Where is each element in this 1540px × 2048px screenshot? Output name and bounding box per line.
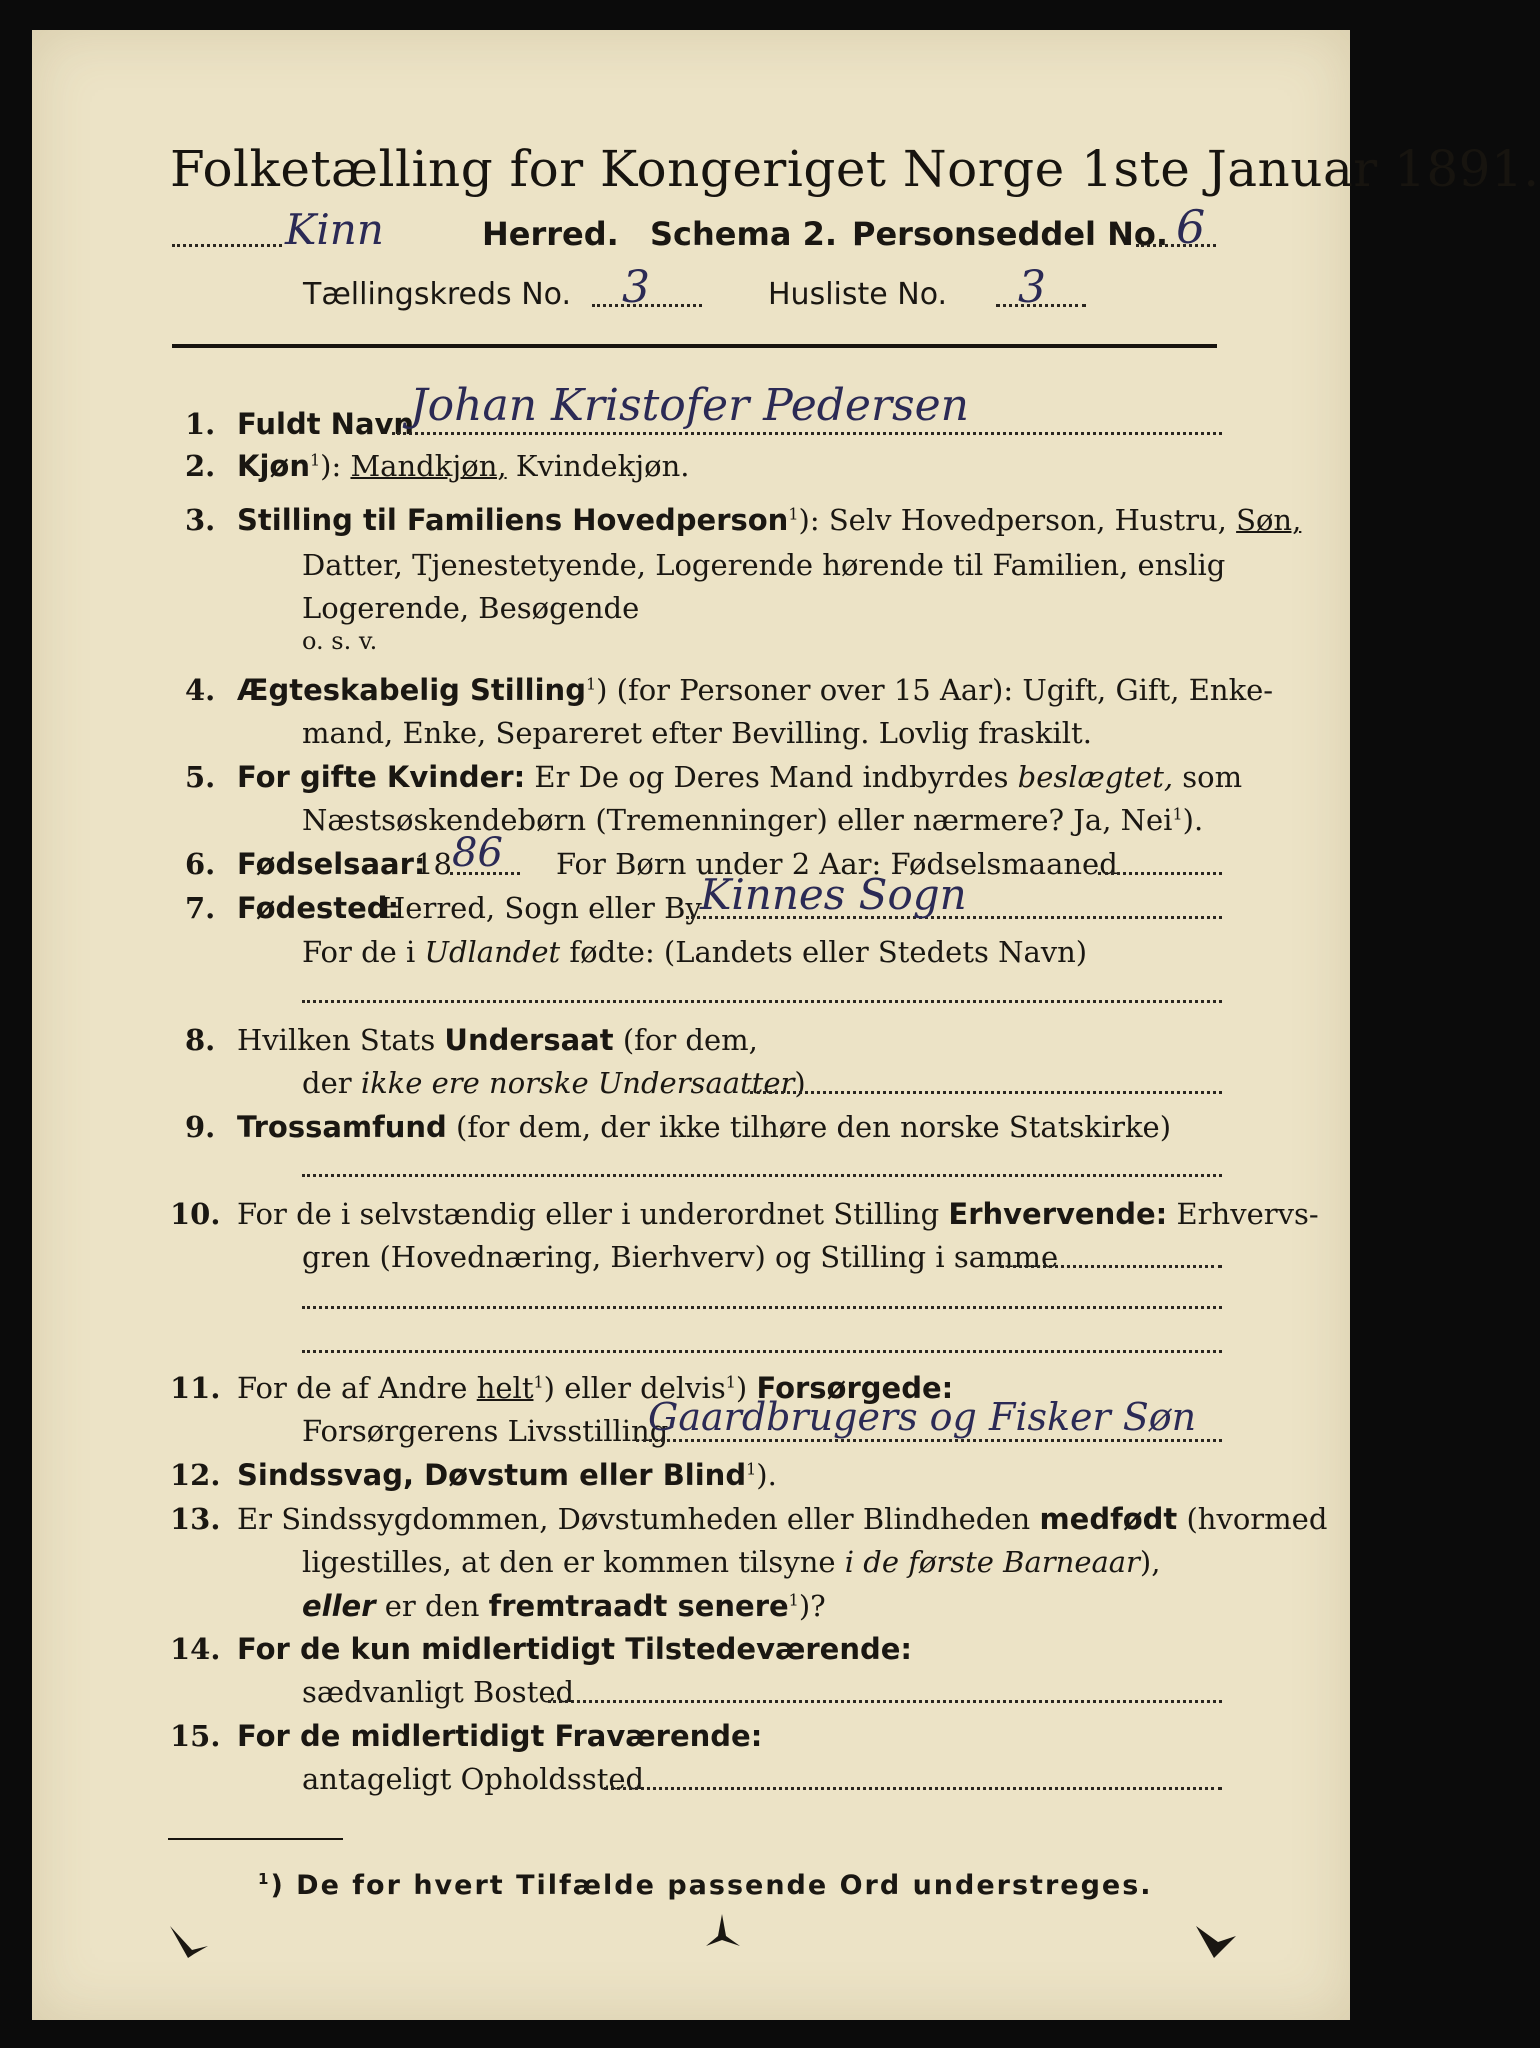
q1-dotline — [392, 432, 1222, 435]
q13-number: 13. — [170, 1502, 221, 1536]
q12-line — [237, 1458, 777, 1492]
q5-text-som: som — [1182, 760, 1243, 794]
q14-label: For de kun midlertidigt Tilstedeværende: — [237, 1632, 913, 1666]
q1-name-value: Johan Kristofer Pedersen — [410, 380, 969, 431]
q9-line1 — [237, 1110, 1171, 1144]
q4-options-a: ) (for Personer over 15 Aar): Ugift, Gift, Enke- — [596, 673, 1274, 707]
q5-text-a: Er De og Deres Mand indbyrdes — [534, 760, 1009, 794]
q7-text-c: fødte: (Landets eller Stedets Navn) — [569, 935, 1088, 969]
q10-dotline3 — [302, 1350, 1222, 1353]
q6-year-value: 86 — [452, 830, 503, 876]
q10-dotline2 — [302, 1306, 1222, 1309]
q3-line3: Logerende, Besøgende — [302, 591, 640, 625]
q2-option-kvindekjon: Kvindekjøn. — [515, 449, 690, 483]
q6-month-dotline — [1098, 872, 1222, 875]
q5-number: 5. — [185, 760, 216, 794]
q12-sup: 1 — [746, 1459, 757, 1479]
q3-options-a: ): Selv Hovedperson, Hustru, — [798, 503, 1227, 537]
q4-number: 4. — [185, 673, 216, 707]
q13-text-eller: eller — [302, 1589, 376, 1623]
q13-line1 — [237, 1502, 1327, 1536]
q14-dotline — [548, 1700, 1222, 1703]
page-title: Folketælling for Kongeriget Norge 1ste Januar 1891. — [170, 140, 1540, 198]
q3-sup: 1 — [788, 504, 799, 524]
q3-option-son: Søn, — [1236, 503, 1302, 537]
q2-number: 2. — [185, 449, 216, 483]
q3-line4: o. s. v. — [302, 627, 378, 655]
footnote-rule — [168, 1838, 343, 1840]
q13-text-d: ligestilles, at den er kommen tilsyne — [302, 1545, 836, 1579]
q5-line2 — [302, 803, 1203, 837]
q13-text-g: )? — [798, 1589, 826, 1623]
q8-line2 — [302, 1066, 806, 1100]
husliste-value: 3 — [1018, 262, 1046, 313]
q15-line2: antageligt Opholdssted — [302, 1762, 645, 1796]
q15-number: 15. — [170, 1719, 221, 1753]
q14-number: 14. — [170, 1632, 221, 1666]
q7-line2 — [302, 935, 1087, 969]
q10-text-c: Erhvervs- — [1176, 1197, 1319, 1231]
q10-number: 10. — [170, 1197, 221, 1231]
q13-text-f: er den — [384, 1589, 480, 1623]
q15-dotline — [604, 1787, 1222, 1790]
q13-text-barneaar: i de første Barneaar — [844, 1545, 1140, 1579]
q13-line3 — [302, 1589, 826, 1623]
q3-line2: Datter, Tjenestetyende, Logerende hørende til Familien, enslig — [302, 548, 1226, 582]
q4-sup: 1 — [585, 674, 597, 694]
q13-text-senere: fremtraadt senere — [488, 1589, 789, 1623]
q3-line1 — [237, 503, 1301, 537]
q2-sup: 1 — [309, 450, 321, 470]
herred-dotline — [172, 244, 282, 247]
q8-dotline — [750, 1091, 1222, 1094]
q13-text-e: ), — [1139, 1545, 1161, 1579]
kreds-value: 3 — [622, 262, 650, 313]
q13-text-medfodt: medfødt — [1039, 1502, 1178, 1536]
q5-text-end: ). — [1182, 803, 1204, 837]
q13-sup: 1 — [788, 1590, 799, 1610]
kreds-label: Tællingskreds No. — [303, 277, 571, 312]
q11-sup1: 1 — [533, 1372, 544, 1392]
q4-label: Ægteskabelig Stilling — [237, 673, 586, 707]
footnote — [258, 1870, 1153, 1901]
q11-text-helt: helt — [476, 1371, 534, 1405]
q13-text-c: (hvormed — [1186, 1502, 1328, 1536]
q3-label: Stilling til Familiens Hovedperson — [237, 503, 789, 537]
q10-text-erhvervende: Erhvervende: — [948, 1197, 1168, 1231]
personseddel-value: 6 — [1176, 200, 1206, 254]
q11-sup2: 1 — [725, 1372, 736, 1392]
q9-text: (for dem, der ikke tilhøre den norske Statskirke) — [456, 1110, 1172, 1144]
q13-text-a: Er Sindssygdommen, Døvstumheden eller Blindheden — [237, 1502, 1031, 1536]
q7-text-udlandet: Udlandet — [424, 935, 561, 969]
q7-text-a: For de i — [302, 935, 416, 969]
q8-text-c: (for dem, — [622, 1023, 758, 1057]
q8-text-undersaat: Undersaat — [444, 1023, 614, 1057]
q8-text-a: Hvilken Stats — [237, 1023, 436, 1057]
q7-dotline2 — [302, 1000, 1222, 1003]
q7-label: Fødested: — [237, 891, 400, 925]
q10-line1 — [237, 1197, 1319, 1231]
q11-provider-value: Gaardbrugers og Fisker Søn — [648, 1395, 1197, 1439]
q7-number: 7. — [185, 891, 216, 925]
q12-end: ). — [756, 1458, 777, 1492]
q8-text-paren: ) — [794, 1066, 806, 1100]
q12-number: 12. — [170, 1458, 221, 1492]
q5-text-b: Næstsøskendebørn (Tremenninger) eller nærmere? Ja, Nei — [302, 803, 1173, 837]
q14-line2: sædvanligt Bosted — [302, 1675, 575, 1709]
q11-text-a: For de af Andre — [237, 1371, 468, 1405]
q2-label: Kjøn — [237, 449, 310, 483]
q1-label: Fuldt Navn — [237, 407, 415, 441]
header-rule — [172, 344, 1217, 348]
q8-number: 8. — [185, 1023, 216, 1057]
q8-line1 — [237, 1023, 758, 1057]
q2-colon: ): — [320, 449, 342, 483]
q11-text-forsorgede: Forsørgede: — [756, 1371, 954, 1405]
q15-label: For de midlertidigt Fraværende: — [237, 1719, 763, 1753]
q10-text-a: For de i selvstændig eller i underordnet Stilling — [237, 1197, 940, 1231]
q10-dotline1 — [1000, 1265, 1222, 1268]
q1-number: 1. — [185, 407, 216, 441]
q6-number: 6. — [185, 847, 216, 881]
q13-line2 — [302, 1545, 1160, 1579]
q11-number: 11. — [170, 1371, 221, 1405]
q2-line — [237, 449, 690, 483]
q8-text-der: der — [302, 1066, 352, 1100]
q10-line2: gren (Hovednæring, Bierhverv) og Stilling i samme — [302, 1240, 1059, 1274]
corner-mark-center — [700, 1912, 744, 1952]
q9-number: 9. — [185, 1110, 216, 1144]
q6-prefix: 18 — [415, 847, 452, 881]
q5-line1 — [237, 760, 1242, 794]
q4-line2: mand, Enke, Separeret efter Bevilling. Lovlig fraskilt. — [302, 716, 1092, 750]
corner-mark-right — [1194, 1920, 1238, 1960]
q9-dotline — [302, 1174, 1222, 1177]
q7-birthplace-value: Kinnes Sogn — [700, 870, 967, 919]
q6-text: For Børn under 2 Aar: Fødselsmaaned — [556, 847, 1118, 881]
q7-text: Herred, Sogn eller By — [380, 891, 702, 925]
q11-text-c: ) eller delvis — [543, 1371, 726, 1405]
footnote-text: ) De for hvert Tilfælde passende Ord understreges. — [270, 1870, 1153, 1901]
q8-text-ikke: ikke ere norske Undersaatter — [360, 1066, 795, 1100]
q11-line2: Forsørgerens Livsstilling — [302, 1414, 669, 1448]
q5-text-beslaegtet: beslægtet, — [1017, 760, 1174, 794]
q2-option-mandkjon: Mandkjøn, — [350, 449, 507, 483]
q11-text-d: ) — [735, 1371, 748, 1405]
q6-label: Fødselsaar: — [237, 847, 426, 881]
footnote-sup: 1 — [258, 1870, 271, 1888]
corner-mark-left — [168, 1920, 212, 1960]
q9-label: Trossamfund — [237, 1110, 447, 1144]
herred-value: Kinn — [285, 205, 384, 254]
personseddel-label: Personseddel No. — [852, 215, 1169, 253]
q3-number: 3. — [185, 503, 216, 537]
q5-sup: 1 — [1172, 804, 1183, 824]
schema-label: Schema 2. — [650, 215, 837, 253]
q4-line1 — [237, 673, 1273, 707]
husliste-label: Husliste No. — [768, 277, 948, 312]
q5-label: For gifte Kvinder: — [237, 760, 526, 794]
herred-label: Herred. — [482, 215, 619, 253]
q12-label: Sindssvag, Døvstum eller Blind — [237, 1458, 747, 1492]
